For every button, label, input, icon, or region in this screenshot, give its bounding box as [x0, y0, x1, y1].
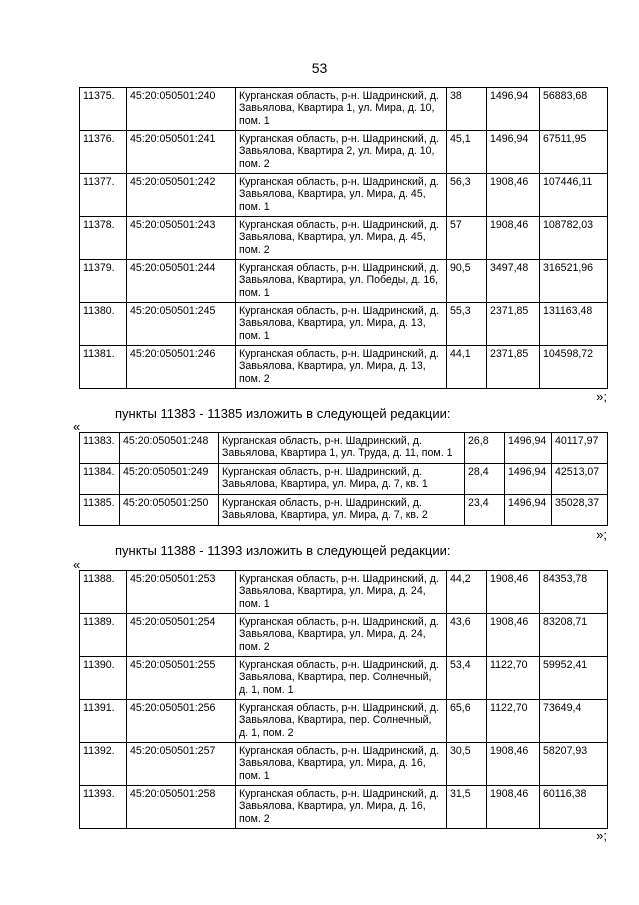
area: 30,5	[447, 743, 487, 786]
closing-quote-mark: »;	[596, 527, 607, 542]
address: Курганская область, р-н. Шадринский, д. Завьялова, Квартира 1, ул. Мира, д. 10, пом. 1	[236, 88, 447, 131]
specific-value: 1908,46	[487, 614, 540, 657]
opening-quote-mark: «	[73, 419, 81, 434]
cadastral-number: 45:20:050501:244	[127, 260, 236, 303]
cadastral-number: 45:20:050501:250	[120, 495, 219, 526]
cadastral-number: 45:20:050501:249	[120, 464, 219, 495]
cadastral-value: 104598,72	[540, 346, 608, 389]
cadastral-value: 59952,41	[540, 657, 608, 700]
address: Курганская область, р-н. Шадринский, д. Завьялова, Квартира, пер. Солнечный, д. 1, пом. 1	[236, 657, 447, 700]
row-number: 11385.	[80, 495, 120, 526]
specific-value: 1908,46	[487, 174, 540, 217]
table-row	[80, 303, 608, 346]
address: Курганская область, р-н. Шадринский, д. Завьялова, Квартира, пер. Солнечный, д. 1, пом. 2	[236, 700, 447, 743]
row-number: 11380.	[80, 303, 127, 346]
cadastral-value: 40117,97	[552, 433, 608, 464]
address: Курганская область, р-н. Шадринский, д. Завьялова, Квартира, ул. Победы, д. 16, пом. 1	[236, 260, 447, 303]
table-row	[80, 131, 608, 174]
cadastral-number: 45:20:050501:253	[127, 571, 236, 614]
row-number: 11378.	[80, 217, 127, 260]
closing-quote-mark: »;	[596, 828, 607, 843]
area: 44,1	[447, 346, 487, 389]
specific-value: 1908,46	[487, 743, 540, 786]
specific-value: 2371,85	[487, 303, 540, 346]
specific-value: 1496,94	[487, 131, 540, 174]
table-row	[80, 657, 608, 700]
area: 57	[447, 217, 487, 260]
specific-value: 1122,70	[487, 700, 540, 743]
opening-quote-mark: «	[73, 557, 81, 572]
table-row	[80, 217, 608, 260]
address: Курганская область, р-н. Шадринский, д. Завьялова, Квартира 1, ул. Труда, д. 11, пом. 1	[219, 433, 465, 464]
cadastral-value: 108782,03	[540, 217, 608, 260]
area: 38	[447, 88, 487, 131]
cadastral-value: 42513,07	[552, 464, 608, 495]
cadastral-value: 58207,93	[540, 743, 608, 786]
area: 55,3	[447, 303, 487, 346]
row-number: 11389.	[80, 614, 127, 657]
address: Курганская область, р-н. Шадринский, д. Завьялова, Квартира, ул. Мира, д. 7, кв. 2	[219, 495, 465, 526]
address: Курганская область, р-н. Шадринский, д. Завьялова, Квартира, ул. Мира, д. 24, пом. 1	[236, 571, 447, 614]
address: Курганская область, р-н. Шадринский, д. Завьялова, Квартира, ул. Мира, д. 7, кв. 1	[219, 464, 465, 495]
table-row	[80, 174, 608, 217]
row-number: 11377.	[80, 174, 127, 217]
specific-value: 1908,46	[487, 217, 540, 260]
table-row	[80, 88, 608, 131]
row-number: 11390.	[80, 657, 127, 700]
table-row	[80, 433, 608, 464]
table-row	[80, 260, 608, 303]
cadastral-value: 131163,48	[540, 303, 608, 346]
cadastral-value: 60116,38	[540, 786, 608, 829]
area: 31,5	[447, 786, 487, 829]
row-number: 11392.	[80, 743, 127, 786]
instruction-text: пункты 11388 - 11393 изложить в следующей редакции:	[115, 543, 451, 558]
area: 90,5	[447, 260, 487, 303]
row-number: 11393.	[80, 786, 127, 829]
table-row	[80, 786, 608, 829]
table-row	[80, 571, 608, 614]
table-row	[80, 464, 608, 495]
address: Курганская область, р-н. Шадринский, д. Завьялова, Квартира, ул. Мира, д. 16, пом. 2	[236, 786, 447, 829]
cadastral-value: 35028,37	[552, 495, 608, 526]
specific-value: 1496,94	[505, 433, 552, 464]
specific-value: 1908,46	[487, 571, 540, 614]
cadastral-value: 316521,96	[540, 260, 608, 303]
cadastral-number: 45:20:050501:243	[127, 217, 236, 260]
cadastral-number: 45:20:050501:242	[127, 174, 236, 217]
cadastral-value: 83208,71	[540, 614, 608, 657]
cadastral-number: 45:20:050501:256	[127, 700, 236, 743]
row-number: 11379.	[80, 260, 127, 303]
specific-value: 2371,85	[487, 346, 540, 389]
cadastral-number: 45:20:050501:257	[127, 743, 236, 786]
instruction-text: пункты 11383 - 11385 изложить в следующей редакции:	[115, 406, 451, 421]
table-row	[80, 743, 608, 786]
cadastral-number: 45:20:050501:245	[127, 303, 236, 346]
table-row	[80, 495, 608, 526]
cadastral-number: 45:20:050501:255	[127, 657, 236, 700]
row-number: 11375.	[80, 88, 127, 131]
cadastral-value: 67511,95	[540, 131, 608, 174]
address: Курганская область, р-н. Шадринский, д. Завьялова, Квартира, ул. Мира, д. 13, пом. 2	[236, 346, 447, 389]
cadastral-value: 107446,11	[540, 174, 608, 217]
row-number: 11381.	[80, 346, 127, 389]
address: Курганская область, р-н. Шадринский, д. Завьялова, Квартира 2, ул. Мира, д. 10, пом. 2	[236, 131, 447, 174]
address: Курганская область, р-н. Шадринский, д. Завьялова, Квартира, ул. Мира, д. 45, пом. 2	[236, 217, 447, 260]
table-row	[80, 700, 608, 743]
area: 26,8	[465, 433, 505, 464]
cadastral-number: 45:20:050501:258	[127, 786, 236, 829]
row-number: 11376.	[80, 131, 127, 174]
row-number: 11383.	[80, 433, 120, 464]
address: Курганская область, р-н. Шадринский, д. Завьялова, Квартира, ул. Мира, д. 45, пом. 1	[236, 174, 447, 217]
address: Курганская область, р-н. Шадринский, д. Завьялова, Квартира, ул. Мира, д. 24, пом. 2	[236, 614, 447, 657]
area: 44,2	[447, 571, 487, 614]
cadastral-number: 45:20:050501:254	[127, 614, 236, 657]
registry-table-2	[79, 432, 608, 526]
cadastral-number: 45:20:050501:248	[120, 433, 219, 464]
table-row	[80, 346, 608, 389]
table-row	[80, 614, 608, 657]
area: 56,3	[447, 174, 487, 217]
area: 45,1	[447, 131, 487, 174]
row-number: 11391.	[80, 700, 127, 743]
specific-value: 1496,94	[505, 495, 552, 526]
address: Курганская область, р-н. Шадринский, д. Завьялова, Квартира, ул. Мира, д. 13, пом. 1	[236, 303, 447, 346]
specific-value: 1122,70	[487, 657, 540, 700]
cadastral-value: 73649,4	[540, 700, 608, 743]
address: Курганская область, р-н. Шадринский, д. Завьялова, Квартира, ул. Мира, д. 16, пом. 1	[236, 743, 447, 786]
specific-value: 1908,46	[487, 786, 540, 829]
specific-value: 1496,94	[505, 464, 552, 495]
registry-table-1	[79, 87, 608, 389]
cadastral-number: 45:20:050501:241	[127, 131, 236, 174]
cadastral-number: 45:20:050501:246	[127, 346, 236, 389]
row-number: 11384.	[80, 464, 120, 495]
area: 28,4	[465, 464, 505, 495]
area: 43,6	[447, 614, 487, 657]
cadastral-value: 84353,78	[540, 571, 608, 614]
area: 53,4	[447, 657, 487, 700]
specific-value: 1496,94	[487, 88, 540, 131]
area: 65,6	[447, 700, 487, 743]
row-number: 11388.	[80, 571, 127, 614]
cadastral-value: 56883,68	[540, 88, 608, 131]
specific-value: 3497,48	[487, 260, 540, 303]
registry-table-3	[79, 570, 608, 829]
closing-quote-mark: »;	[596, 389, 607, 404]
page-number: 53	[311, 60, 328, 76]
cadastral-number: 45:20:050501:240	[127, 88, 236, 131]
area: 23,4	[465, 495, 505, 526]
